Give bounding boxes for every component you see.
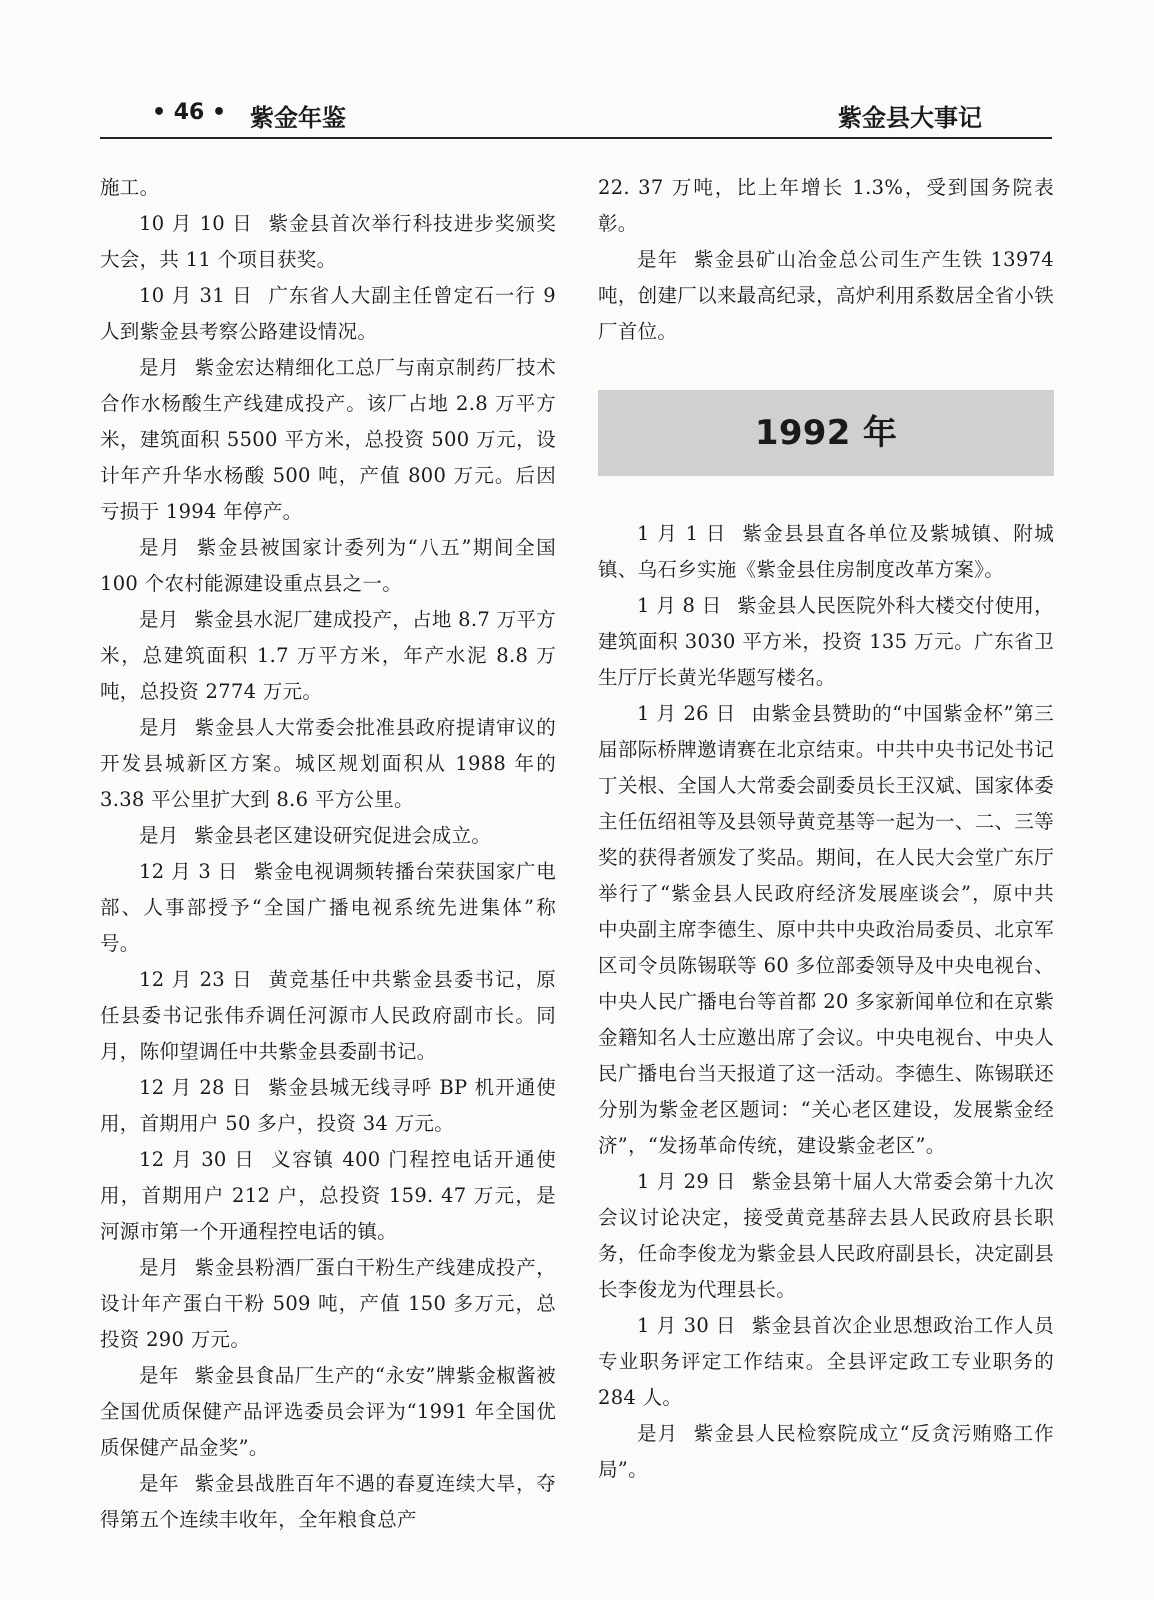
chronicle-entry	[598, 696, 1054, 1164]
right-column	[598, 170, 1054, 1488]
chronicle-entry	[598, 588, 1054, 696]
entry-text: 义容镇 400 门程控电话开通使用，首期用户 212 户，总投资 159. 47 万元，是河源市第一个开通程控电话的镇。	[100, 1148, 556, 1243]
entry-date: 12 月 23 日	[139, 968, 253, 991]
entry-text: 紫金县首次举行科技进步奖颁奖大会，共 11 个项目获奖。	[100, 212, 556, 271]
section-title: 紫金县大事记	[838, 104, 982, 132]
page-header	[100, 98, 1052, 138]
entry-date: 1 月 29 日	[637, 1170, 737, 1193]
chronicle-entry	[598, 1164, 1054, 1308]
entry-text: 紫金县矿山冶金总公司生产生铁 13974 吨，创建厂以来最高纪录，高炉利用系数居全省小铁厂首位。	[598, 248, 1055, 343]
chronicle-entry	[100, 278, 556, 350]
entry-text: 紫金县老区建设研究促进会成立。	[194, 824, 492, 847]
entry-date: 12 月 30 日	[139, 1148, 256, 1171]
entry-text: 紫金县第十届人大常委会第十九次会议讨论决定，接受黄竞基辞去县人民政府县长职务，任命李俊龙为紫金县人民政府副县长，决定副县长李俊龙为代理县长。	[598, 1170, 1054, 1301]
entry-date: 是月	[139, 536, 182, 559]
entry-text: 紫金县城无线寻呼 BP 机开通使用，首期用户 50 多户，投资 34 万元。	[100, 1076, 557, 1135]
chronicle-entry	[100, 854, 556, 962]
chronicle-entry	[100, 1142, 556, 1250]
entry-text: 紫金宏达精细化工总厂与南京制药厂技术合作水杨酸生产线建成投产。该厂占地 2.8 万平方米，建筑面积 5500 平方米，总投资 500 万元，设计年产升华水杨酸 500 吨，产值 800 万元。后因亏损于 1994 年停产。	[100, 356, 556, 523]
entry-text: 紫金县被国家计委列为“八五”期间全国 100 个农村能源建设重点县之一。	[100, 536, 556, 595]
chronicle-entry	[100, 602, 556, 710]
year-heading-banner	[598, 390, 1054, 476]
chronicle-entry	[100, 818, 556, 854]
chronicle-entry	[598, 1416, 1054, 1488]
chronicle-entry	[598, 242, 1054, 350]
entry-date: 是月	[637, 1422, 679, 1445]
entry-date: 10 月 31 日	[139, 284, 253, 307]
entry-date: 1 月 26 日	[637, 702, 736, 725]
entry-date: 是年	[637, 248, 679, 271]
entry-date: 1 月 1 日	[637, 522, 727, 545]
continuation-text: 施工。	[100, 176, 160, 199]
entry-text: 紫金县战胜百年不遇的春夏连续大旱，夺得第五个连续丰收年，全年粮食总产	[100, 1472, 556, 1531]
entry-date: 1 月 30 日	[637, 1314, 737, 1337]
entry-text: 黄竞基任中共紫金县委书记，原任县委书记张伟乔调任河源市人民政府副市长。同月，陈仰望调任中共紫金县委副书记。	[100, 968, 556, 1063]
entry-text: 紫金县人大常委会批准县政府提请审议的开发县城新区方案。城区规划面积从 1988 年的 3.38 平公里扩大到 8.6 平方公里。	[100, 716, 556, 811]
chronicle-entry	[100, 1358, 556, 1466]
chronicle-entry	[100, 710, 556, 818]
continuation-text: 22. 37 万吨，比上年增长 1.3%，受到国务院表彰。	[598, 176, 1054, 235]
header-rule	[100, 137, 1052, 139]
chronicle-entry	[598, 516, 1054, 588]
entry-text: 广东省人大副主任曾定石一行 9 人到紫金县考察公路建设情况。	[100, 284, 557, 343]
entry-date: 是月	[139, 716, 180, 739]
entry-date: 是月	[139, 356, 180, 379]
entry-text: 紫金县首次企业思想政治工作人员专业职务评定工作结束。全县评定政工专业职务的 284 人。	[598, 1314, 1054, 1409]
entry-text: 紫金县人民医院外科大楼交付使用，建筑面积 3030 平方米，投资 135 万元。广东省卫生厅厅长黄光华题写楼名。	[598, 594, 1054, 689]
chronicle-entry	[100, 1070, 556, 1142]
chronicle-entry	[100, 206, 556, 278]
entry-text: 紫金县粉酒厂蛋白干粉生产线建成投产，设计年产蛋白干粉 509 吨，产值 150 多万元，总投资 290 万元。	[100, 1256, 556, 1351]
entry-date: 12 月 28 日	[139, 1076, 253, 1099]
chronicle-entry	[100, 962, 556, 1070]
chronicle-entry	[100, 530, 556, 602]
entry-text: 由紫金县赞助的“中国紫金杯”第三届部际桥牌邀请赛在北京结束。中共中央书记处书记丁关根、全国人大常委会副委员长王汉斌、国家体委主任伍绍祖等及县领导黄竞基等一起为一、二、三等奖的获得者颁发了奖品。期间，在人民大会堂广东厅举行了“紫金县人民政府经济发展座谈会”，原中共中央副主席李德生、原中共中央政治局委员、北京军区司令员陈锡联等 60 多位部委领导及中央电视台、中央人民广播电台等首都 20 多家新闻单位和在京紫金籍知名人士应邀出席了会议。中央电视台、中央人民广播电台当天报道了这一活动。李德生、陈锡联还分别为紫金老区题词：“关心老区建设，发展紫金经济”，“发扬革命传统，建设紫金老区”。	[598, 702, 1054, 1157]
entry-text: 紫金县县直各单位及紫城镇、附城镇、乌石乡实施《紫金县住房制度改革方案》。	[598, 522, 1054, 581]
entry-date: 是年	[139, 1472, 180, 1495]
entry-date: 12 月 3 日	[139, 860, 239, 883]
entry-text: 紫金电视调频转播台荣获国家广电部、人事部授予“全国广播电视系统先进集体”称号。	[100, 860, 556, 955]
chronicle-entry	[598, 1308, 1054, 1416]
entry-date: 是年	[139, 1364, 180, 1387]
entry-date: 10 月 10 日	[139, 212, 253, 235]
left-column	[100, 170, 556, 1538]
page-number: • 46 •	[152, 100, 227, 125]
entry-text: 紫金县食品厂生产的“永安”牌紫金椒酱被全国优质保健产品评选委员会评为“1991 年全国优质保健产品金奖”。	[100, 1364, 557, 1459]
entry-text: 紫金县水泥厂建成投产，占地 8.7 万平方米，总建筑面积 1.7 万平方米，年产水泥 8.8 万吨，总投资 2774 万元。	[100, 608, 556, 703]
chronicle-entry	[100, 1250, 556, 1358]
entry-date: 1 月 8 日	[637, 594, 722, 617]
entry-date: 是月	[139, 1256, 180, 1279]
year-heading: 1992 年	[754, 413, 898, 453]
chronicle-entry	[100, 1466, 556, 1538]
entry-text: 紫金县人民检察院成立“反贪污贿赂工作局”。	[598, 1422, 1054, 1481]
entry-date: 是月	[139, 608, 179, 631]
entry-date: 是月	[139, 824, 179, 847]
book-title: 紫金年鉴	[250, 104, 346, 132]
chronicle-entry	[100, 350, 556, 530]
